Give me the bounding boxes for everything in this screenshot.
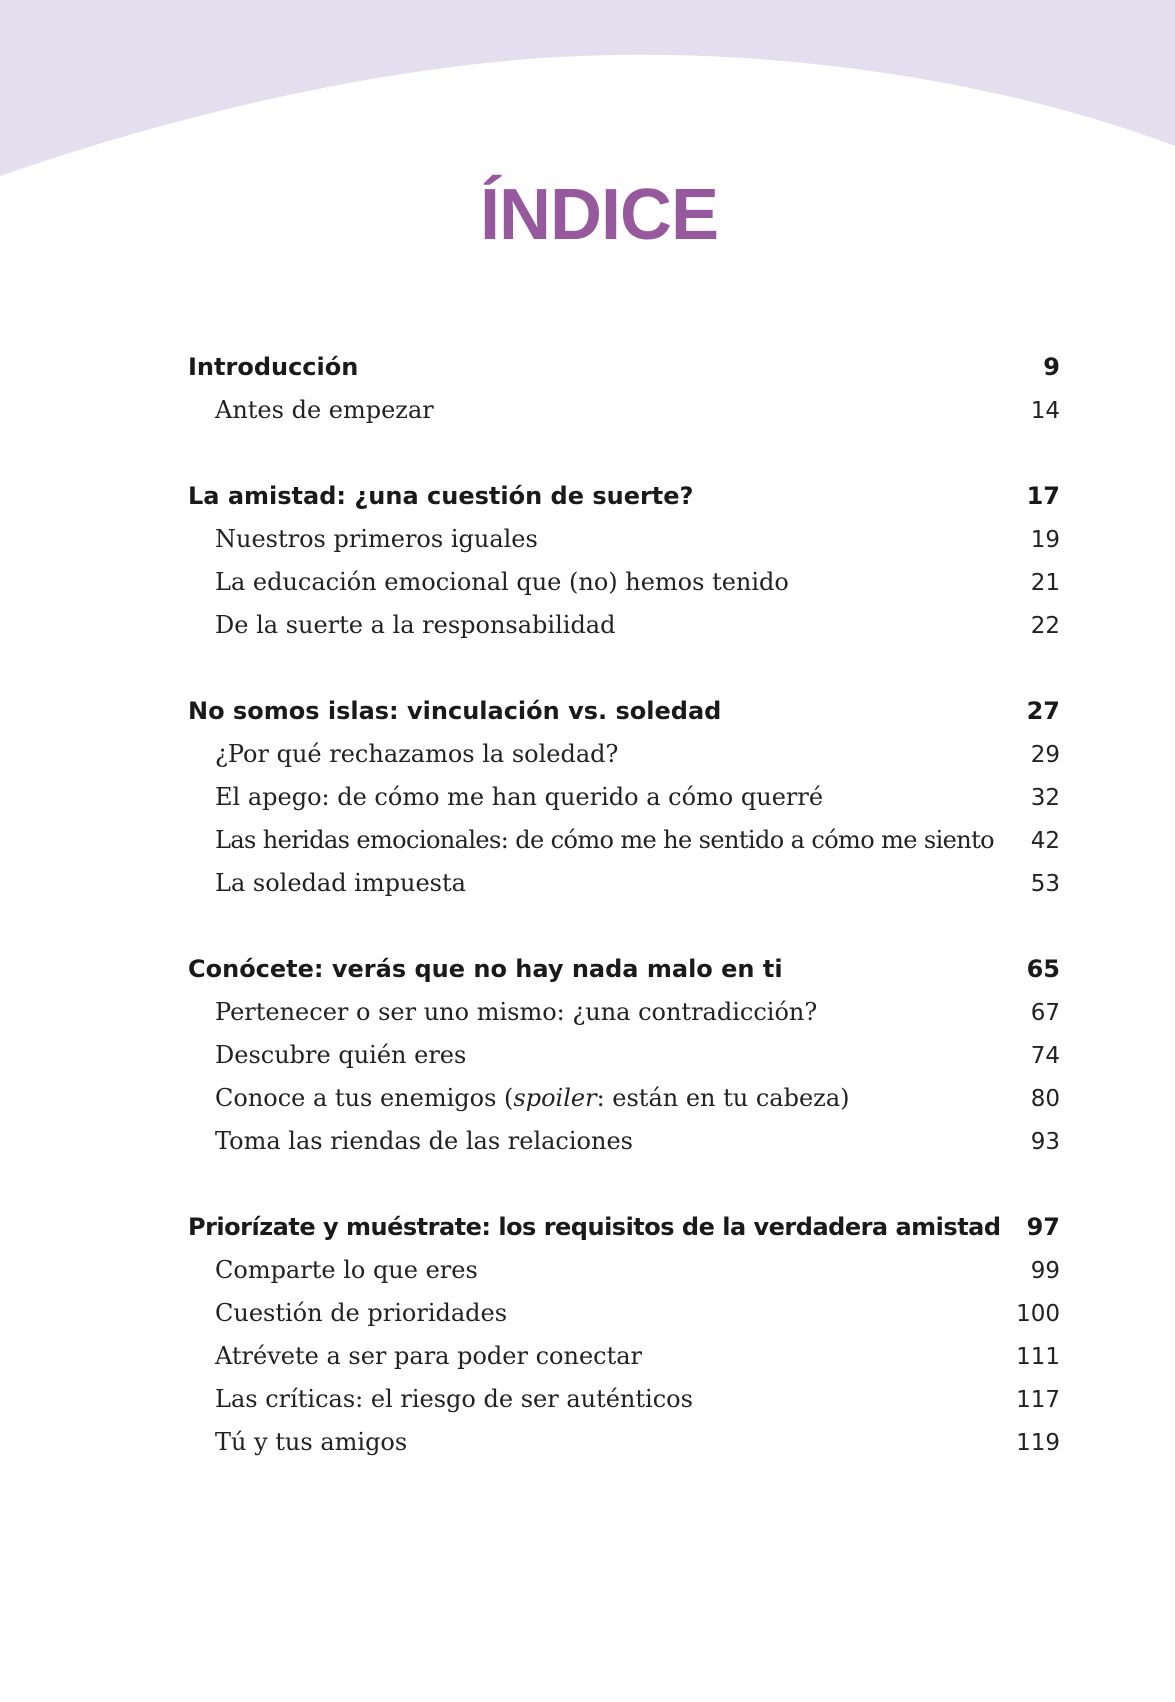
entry-title: Comparte lo que eres [215, 1256, 478, 1284]
entry-title: Atrévete a ser para poder conectar [215, 1342, 643, 1370]
chapter-title: La amistad: ¿una cuestión de suerte? [188, 482, 694, 510]
entry-page-number: 19 [1030, 527, 1060, 553]
entry-title-part: : están en tu cabeza) [596, 1084, 850, 1112]
entry-page-number: 32 [1030, 785, 1060, 811]
entry-title: ¿Por qué rechazamos la soledad? [215, 740, 619, 768]
toc-section-no-somos-islas [188, 690, 1060, 905]
wave-shape [0, 0, 1175, 176]
entry-page-number: 29 [1030, 742, 1060, 768]
entry-title: Las críticas: el riesgo de ser auténticos [215, 1385, 693, 1413]
chapter-page-number: 27 [1026, 697, 1060, 725]
entry-title: De la suerte a la responsabilidad [215, 611, 616, 639]
toc-section-conocete [188, 948, 1060, 1163]
chapter-title: Conócete: verás que no hay nada malo en ti [188, 955, 783, 983]
entry-title: Las heridas emocionales: de cómo me he sentido a cómo me siento [215, 826, 995, 854]
entry-page-number: 53 [1030, 871, 1060, 897]
entry-page-number: 119 [1016, 1430, 1060, 1456]
entry-title: Nuestros primeros iguales [215, 525, 538, 553]
chapter-page-number: 9 [1043, 353, 1060, 381]
toc-chapter[interactable] [188, 948, 1060, 991]
toc-entry[interactable] [188, 1034, 1060, 1077]
entry-title: Pertenecer o ser uno mismo: ¿una contradicción? [215, 998, 818, 1026]
toc-entry[interactable] [188, 1378, 1060, 1421]
entry-title-part: Conoce a tus enemigos ( [215, 1084, 514, 1112]
entry-page-number: 100 [1016, 1301, 1060, 1327]
entry-page-number: 93 [1030, 1129, 1060, 1155]
entry-page-number: 80 [1030, 1086, 1060, 1112]
entry-page-number: 99 [1030, 1258, 1060, 1284]
chapter-page-number: 17 [1026, 482, 1060, 510]
toc-chapter[interactable] [188, 690, 1060, 733]
entry-title [215, 1077, 850, 1120]
entry-title: La educación emocional que (no) hemos tenido [215, 568, 789, 596]
toc-chapter[interactable] [188, 1206, 1060, 1249]
toc-chapter[interactable] [188, 475, 1060, 518]
toc-entry[interactable] [188, 389, 1060, 432]
toc-entry[interactable] [188, 1421, 1060, 1464]
table-of-contents [188, 346, 1060, 1507]
chapter-page-number: 97 [1026, 1213, 1060, 1241]
toc-entry[interactable] [188, 561, 1060, 604]
header-wave-decoration [0, 0, 1175, 180]
toc-entry[interactable] [188, 991, 1060, 1034]
entry-page-number: 22 [1030, 613, 1060, 639]
toc-entry[interactable] [188, 604, 1060, 647]
entry-page-number: 14 [1030, 398, 1060, 424]
toc-entry[interactable] [188, 1249, 1060, 1292]
entry-page-number: 111 [1016, 1344, 1060, 1370]
toc-entry[interactable] [188, 733, 1060, 776]
chapter-title: Introducción [188, 353, 359, 381]
entry-title: El apego: de cómo me han querido a cómo querré [215, 783, 824, 811]
toc-entry[interactable] [188, 1077, 1060, 1120]
entry-title: Cuestión de prioridades [215, 1299, 508, 1327]
toc-entry[interactable] [188, 518, 1060, 561]
entry-page-number: 117 [1016, 1387, 1060, 1413]
chapter-title: Priorízate y muéstrate: los requisitos de la verdadera amistad [188, 1213, 1001, 1241]
toc-entry[interactable] [188, 862, 1060, 905]
entry-page-number: 42 [1030, 828, 1060, 854]
toc-section-introduccion [188, 346, 1060, 432]
toc-entry[interactable] [188, 1120, 1060, 1163]
entry-page-number: 74 [1030, 1043, 1060, 1069]
entry-title: Toma las riendas de las relaciones [215, 1127, 633, 1155]
toc-entry[interactable] [188, 1335, 1060, 1378]
toc-entry[interactable] [188, 819, 1060, 862]
toc-entry[interactable] [188, 1292, 1060, 1335]
chapter-title: No somos islas: vinculación vs. soledad [188, 697, 722, 725]
entry-title: Tú y tus amigos [215, 1428, 408, 1456]
entry-page-number: 67 [1030, 1000, 1060, 1026]
entry-title: Antes de empezar [215, 396, 434, 424]
entry-title-italic: spoiler [513, 1084, 597, 1112]
toc-section-la-amistad [188, 475, 1060, 647]
page-title: ÍNDICE [479, 175, 719, 255]
toc-entry[interactable] [188, 776, 1060, 819]
toc-chapter[interactable] [188, 346, 1060, 389]
chapter-page-number: 65 [1026, 955, 1060, 983]
entry-title: La soledad impuesta [215, 869, 466, 897]
entry-title: Descubre quién eres [215, 1041, 467, 1069]
toc-section-priorizate [188, 1206, 1060, 1464]
entry-page-number: 21 [1030, 570, 1060, 596]
